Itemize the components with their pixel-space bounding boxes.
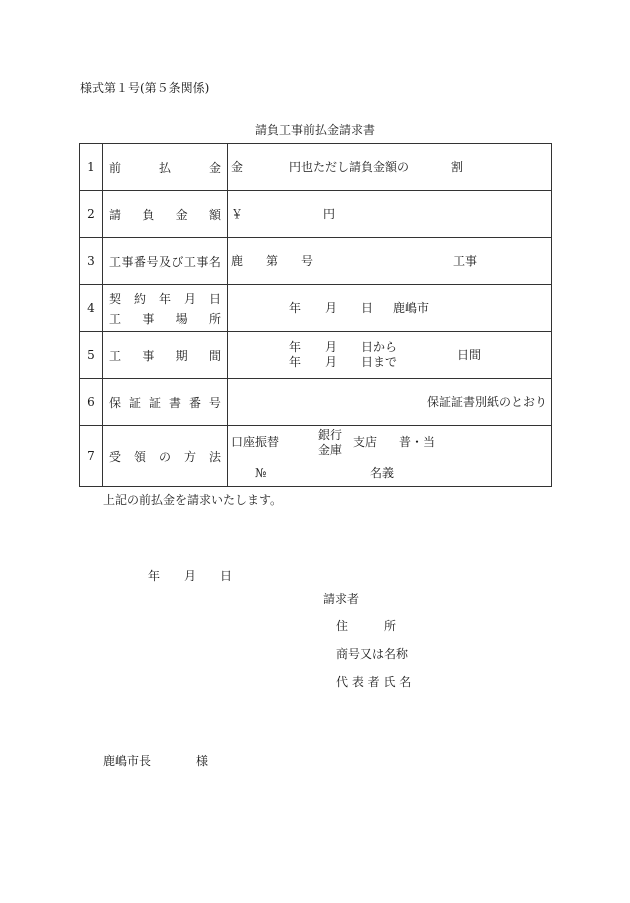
row-content bbox=[228, 144, 552, 191]
date-tsuki: 月 bbox=[184, 569, 197, 583]
row-number: 4 bbox=[80, 285, 103, 332]
kin-text: 金 bbox=[231, 160, 244, 174]
koji-text: 工事 bbox=[453, 254, 478, 268]
label-char: 書 bbox=[168, 395, 181, 410]
spread-label bbox=[103, 347, 227, 364]
label-char: の bbox=[158, 449, 171, 464]
requester-title: 請求者 bbox=[323, 592, 360, 606]
row-label bbox=[103, 379, 228, 426]
requester-business-name: 商号又は名称 bbox=[336, 647, 409, 661]
row-label bbox=[103, 426, 228, 487]
spread-label bbox=[103, 159, 227, 176]
label-char: 号 bbox=[146, 254, 159, 269]
document-title: 請負工事前払金請求書 bbox=[255, 123, 376, 137]
label-char: 工 bbox=[109, 311, 122, 326]
label-char: 法 bbox=[208, 449, 221, 464]
spread-label bbox=[103, 394, 227, 411]
label-char: 事 bbox=[142, 311, 155, 326]
spread-label bbox=[103, 253, 227, 270]
label-char: 契 bbox=[109, 291, 122, 306]
tsuki-text: 月 bbox=[325, 355, 338, 369]
label-char: 領 bbox=[133, 449, 146, 464]
label-char: 工 bbox=[109, 254, 122, 269]
row-content bbox=[228, 379, 552, 426]
row-content bbox=[228, 285, 552, 332]
yen-text: 円 bbox=[323, 207, 336, 221]
table-row bbox=[80, 332, 552, 379]
label-char: 期 bbox=[175, 348, 188, 363]
city-text: 鹿嶋市 bbox=[393, 301, 430, 315]
label-char: 事 bbox=[196, 254, 209, 269]
advance-text: 円也ただし請負金額の bbox=[289, 160, 410, 174]
table-row bbox=[80, 144, 552, 191]
spread-label bbox=[103, 448, 227, 465]
dai-text: 第 bbox=[266, 254, 279, 268]
label-char: 額 bbox=[208, 207, 221, 222]
yen-sign: ￥ bbox=[231, 207, 244, 221]
label-char: 名 bbox=[208, 254, 221, 269]
request-text: 上記の前払金を請求いたします。 bbox=[103, 493, 283, 507]
days-text: 日間 bbox=[457, 348, 482, 362]
label-char: 事 bbox=[142, 348, 155, 363]
label-char: 及 bbox=[158, 254, 171, 269]
table-row bbox=[80, 379, 552, 426]
label-char: 月 bbox=[183, 291, 196, 306]
label-char: 金 bbox=[208, 160, 221, 175]
label-char: 工 bbox=[183, 254, 196, 269]
label-char: 請 bbox=[109, 207, 122, 222]
account-no-label: № bbox=[255, 466, 267, 480]
label-char: 事 bbox=[121, 254, 134, 269]
label-char: 保 bbox=[109, 395, 122, 410]
row-number: 7 bbox=[80, 426, 103, 487]
go-text: 号 bbox=[301, 254, 314, 268]
nen-text: 年 bbox=[289, 301, 302, 315]
bank-text: 銀行 bbox=[318, 428, 343, 442]
tsuki-text: 月 bbox=[325, 340, 338, 354]
row-content bbox=[228, 238, 552, 285]
label-char: 金 bbox=[175, 207, 188, 222]
row-label bbox=[103, 332, 228, 379]
label-char: 場 bbox=[175, 311, 188, 326]
requester-address: 住 所 bbox=[336, 619, 397, 633]
label-char: 番 bbox=[188, 395, 201, 410]
label-char: 年 bbox=[158, 291, 171, 306]
addressee-honorific: 様 bbox=[196, 754, 209, 768]
from-text: 日から bbox=[361, 340, 398, 354]
label-char: 負 bbox=[142, 207, 155, 222]
addressee-name: 鹿嶋市長 bbox=[103, 754, 152, 768]
row-number: 5 bbox=[80, 332, 103, 379]
nen-text: 年 bbox=[289, 340, 302, 354]
label-char: 証 bbox=[148, 395, 161, 410]
label-char: 工 bbox=[109, 348, 122, 363]
wari-text: 割 bbox=[451, 160, 464, 174]
row-label bbox=[103, 238, 228, 285]
date-hi: 日 bbox=[220, 569, 233, 583]
spread-label bbox=[103, 310, 227, 327]
row-label bbox=[103, 285, 228, 332]
account-type-text: 普・当 bbox=[399, 435, 436, 449]
table-row bbox=[80, 191, 552, 238]
label-char: 号 bbox=[208, 395, 221, 410]
table-row bbox=[80, 238, 552, 285]
table-row bbox=[80, 285, 552, 332]
label-char: 受 bbox=[109, 449, 122, 464]
label-char: 約 bbox=[133, 291, 146, 306]
table-row bbox=[80, 426, 552, 487]
label-char: び bbox=[171, 254, 184, 269]
requester-representative: 代 表 者 氏 名 bbox=[336, 675, 412, 689]
guarantee-text: 保証証書別紙のとおり bbox=[426, 395, 547, 409]
label-char: 番 bbox=[133, 254, 146, 269]
row-number: 2 bbox=[80, 191, 103, 238]
tsuki-text: 月 bbox=[325, 301, 338, 315]
label-char: 証 bbox=[128, 395, 141, 410]
request-form-table bbox=[79, 143, 552, 487]
label-char: 払 bbox=[158, 160, 171, 175]
row-number: 6 bbox=[80, 379, 103, 426]
to-text: 日まで bbox=[361, 355, 398, 369]
row-content bbox=[228, 191, 552, 238]
spread-label bbox=[103, 290, 227, 307]
row-number: 1 bbox=[80, 144, 103, 191]
row-number: 3 bbox=[80, 238, 103, 285]
holder-text: 名義 bbox=[370, 466, 395, 480]
form-number: 様式第１号(第５条関係) bbox=[80, 81, 210, 95]
row-label bbox=[103, 191, 228, 238]
kashima-text: 鹿 bbox=[231, 254, 244, 268]
hi-text: 日 bbox=[361, 301, 374, 315]
row-label bbox=[103, 144, 228, 191]
label-char: 所 bbox=[208, 311, 221, 326]
kinko-text: 金庫 bbox=[318, 443, 343, 457]
branch-text: 支店 bbox=[353, 435, 378, 449]
label-char: 方 bbox=[183, 449, 196, 464]
label-char: 日 bbox=[208, 291, 221, 306]
label-char: 前 bbox=[109, 160, 122, 175]
row-content bbox=[228, 332, 552, 379]
transfer-text: 口座振替 bbox=[231, 435, 280, 449]
row-content bbox=[228, 426, 552, 487]
spread-label bbox=[103, 206, 227, 223]
date-nen: 年 bbox=[148, 569, 161, 583]
nen-text: 年 bbox=[289, 355, 302, 369]
label-char: 間 bbox=[208, 348, 221, 363]
